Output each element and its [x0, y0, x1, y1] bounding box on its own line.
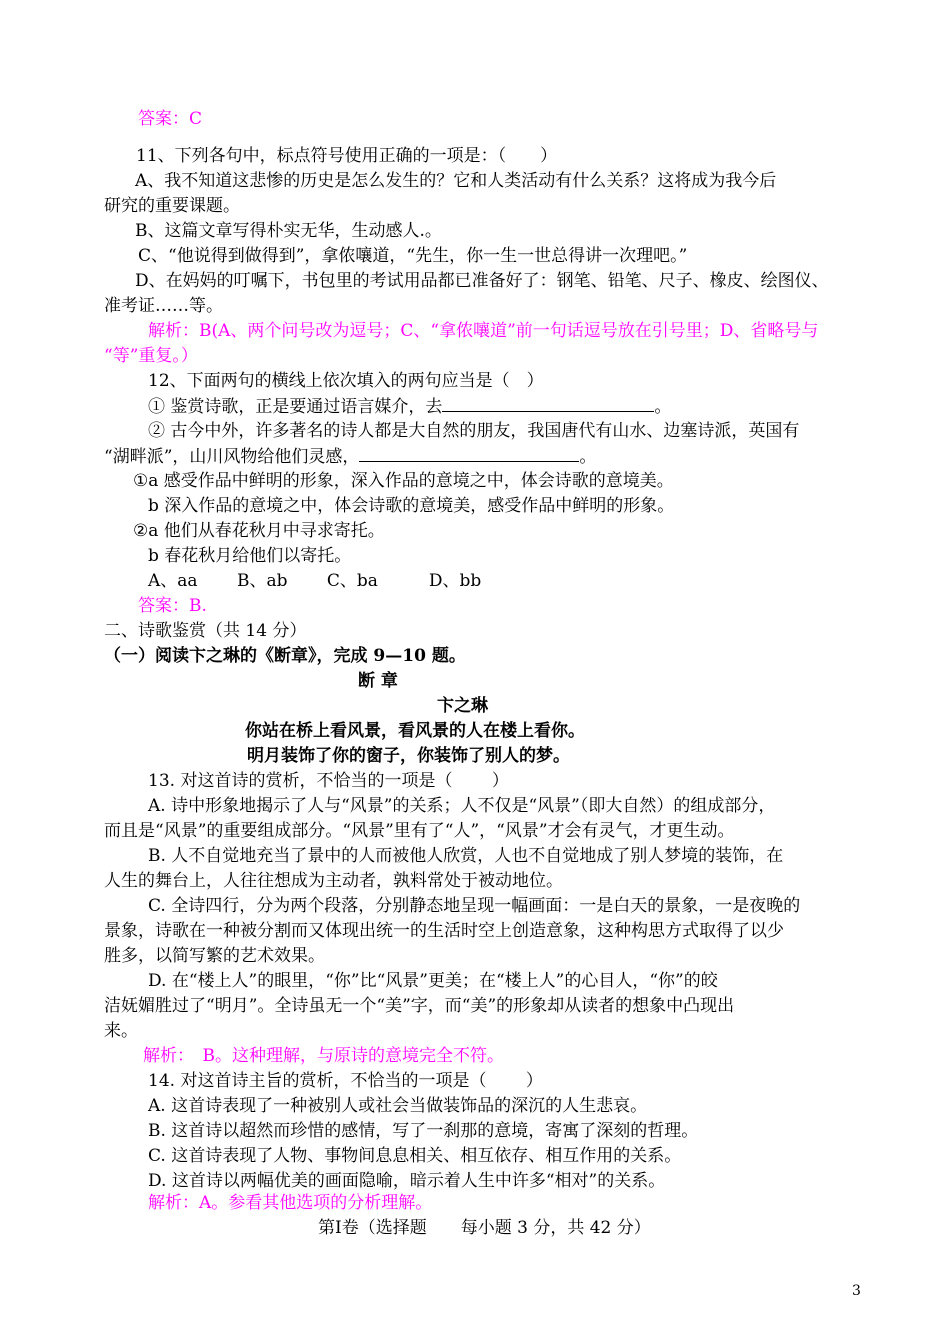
- text-line: [148, 795, 775, 817]
- line-text: 断 章: [358, 671, 398, 691]
- text-line: [104, 295, 223, 317]
- text-line: [148, 420, 799, 442]
- text-line: [247, 745, 570, 767]
- text-line: [104, 195, 240, 217]
- line-text: B. 人不自觉地充当了景中的人而被他人欣赏，人也不自觉地成了别人梦境的装饰，在: [148, 846, 784, 866]
- line-text: 第Ⅰ卷（选择题 每小题 3 分，共 42 分）: [318, 1218, 651, 1238]
- line-text: C. 全诗四行，分为两个段落，分别静态地呈现一幅画面：一是白天的景象，一是夜晚的: [148, 896, 801, 916]
- fill-in-blank: [442, 395, 654, 412]
- line-text: ②a 他们从春花秋月中寻求寄托。: [133, 521, 385, 541]
- text-line: [104, 920, 784, 942]
- line-text: C. 这首诗表现了人物、事物间息息相关、相互依存、相互作用的关系。: [148, 1146, 682, 1166]
- line-text: B. 这首诗以超然而珍惜的感情，写了一刹那的意境，寄寓了深刻的哲理。: [148, 1121, 699, 1141]
- line-text: 14. 对这首诗主旨的赏析，不恰当的一项是（ ）: [148, 1071, 543, 1091]
- page-number: 3: [852, 1283, 861, 1299]
- line-text: A. 这首诗表现了一种被别人或社会当做装饰品的深沉的人生悲哀。: [148, 1096, 648, 1116]
- text-line: [148, 1120, 698, 1142]
- text-line: [135, 270, 829, 292]
- text-line: [148, 845, 783, 867]
- text-line: [437, 695, 488, 717]
- text-line: [148, 545, 351, 567]
- line-text: C、“他说得到做得到”，拿侬嚷道，“先生，你一生一世总得讲一次理吧。”: [138, 246, 688, 266]
- text-line: [104, 1020, 138, 1042]
- text-line: [104, 445, 596, 467]
- text-line: [148, 370, 544, 392]
- line-text: “等”重复。）: [104, 346, 198, 366]
- line-text: 来。: [104, 1021, 138, 1041]
- text-line: [148, 570, 481, 592]
- line-text: 研究的重要课题。: [104, 196, 240, 216]
- line-text: 卞之琳: [437, 696, 488, 716]
- fill-in-blank: [359, 445, 579, 462]
- line-text: 12、下面两句的横线上依次填入的两句应当是（ ）: [148, 371, 544, 391]
- line-text: A、我不知道这悲惨的历史是怎么发生的？它和人类活动有什么关系？这将成为我今后: [135, 171, 777, 191]
- text-line: [148, 770, 509, 792]
- text-line: [148, 1070, 543, 1092]
- text-line: [143, 1045, 504, 1067]
- text-line: [318, 1217, 651, 1239]
- line-text: 解析：A。参看其他选项的分析理解。: [148, 1193, 433, 1213]
- line-text: b 春花秋月给他们以寄托。: [148, 546, 352, 566]
- line-text: ① 鉴赏诗歌，正是要通过语言媒介，去: [148, 397, 443, 417]
- text-line: [138, 108, 202, 130]
- line-text: 解析：B(A、两个问号改为逗号；C、“拿侬嚷道”前一句话逗号放在引号里；D、省略号与: [148, 321, 819, 341]
- line-text: B、这篇文章写得朴实无华，生动感人.。: [135, 221, 442, 241]
- line-text: （一）阅读卞之琳的《断章》，完成 9—10 题。: [104, 646, 466, 666]
- text-line: [135, 170, 776, 192]
- line-text: 人生的舞台上，人往往想成为主动者，孰料常处于被动地位。: [104, 871, 563, 891]
- line-text: 胜多，以简写繁的艺术效果。: [104, 946, 325, 966]
- line-text: 解析： B。这种理解，与原诗的意境完全不符。: [143, 1046, 504, 1066]
- text-line: [104, 820, 735, 842]
- line-text: A、aa B、ab C、ba D、bb: [148, 571, 482, 591]
- line-text: 洁妩媚胜过了“明月”。全诗虽无一个“美”字，而“美”的形象却从读者的想象中凸现出: [104, 996, 735, 1016]
- line-text: 11、下列各句中，标点符号使用正确的一项是：（ ）: [136, 146, 558, 166]
- text-line: [138, 595, 207, 617]
- text-line: [104, 345, 198, 367]
- line-text: “湖畔派”，山川风物给他们灵感，: [104, 447, 360, 467]
- line-text: ② 古今中外，许多著名的诗人都是大自然的朋友，我国唐代有山水、边塞诗派，英国有: [148, 421, 800, 441]
- text-line: [104, 995, 734, 1017]
- line-text: ①a 感受作品中鲜明的形象，深入作品的意境之中，体会诗歌的意境美。: [133, 471, 674, 491]
- text-line: [133, 470, 674, 492]
- line-text: 景象，诗歌在一种被分割而又体现出统一的生活时空上创造意象，这种构思方式取得了以少: [104, 921, 784, 941]
- text-line: [148, 1192, 432, 1214]
- text-line: [148, 1145, 681, 1167]
- line-text: D. 在“楼上人”的眼里，“你”比“风景”更美；在“楼上人”的心目人，“你”的皎: [148, 971, 718, 991]
- text-line: [135, 220, 442, 242]
- line-text: 你站在桥上看风景，看风景的人在楼上看你。: [245, 721, 585, 741]
- text-line: [148, 1095, 647, 1117]
- line-text: D. 这首诗以两幅优美的画面隐喻，暗示着人生中许多“相对”的关系。: [148, 1171, 666, 1191]
- line-text: 明月装饰了你的窗子，你装饰了别人的梦。: [247, 746, 570, 766]
- line-text: 准考证……等。: [104, 296, 223, 316]
- line-text: 13. 对这首诗的赏析，不恰当的一项是（ ）: [148, 771, 509, 791]
- text-line: [148, 320, 818, 342]
- text-line: [148, 495, 674, 517]
- line-text: 答案：B.: [138, 596, 207, 616]
- line-text: 而且是“风景”的重要组成部分。“风景”里有了“人”，“风景”才会有灵气，才更生动。: [104, 821, 735, 841]
- text-line: [133, 520, 385, 542]
- line-text: D、在妈妈的叮嘱下，书包里的考试用品都已准备好了：钢笔、铅笔、尺子、橡皮、绘图仪、: [135, 271, 829, 291]
- text-line: [358, 670, 398, 692]
- line-text: 答案：C: [138, 109, 203, 129]
- text-line: [104, 620, 306, 642]
- text-line: [104, 870, 563, 892]
- line-text-after-blank: 。: [654, 397, 672, 417]
- text-line: [104, 945, 325, 967]
- line-text: 二、诗歌鉴赏（共 14 分）: [104, 621, 307, 641]
- text-line: [138, 245, 687, 267]
- text-line: [245, 720, 585, 742]
- text-line: [148, 970, 718, 992]
- line-text: b 深入作品的意境之中，体会诗歌的意境美，感受作品中鲜明的形象。: [148, 496, 675, 516]
- text-line: [148, 1170, 665, 1192]
- text-line: [148, 895, 800, 917]
- line-text-after-blank: 。: [579, 447, 597, 467]
- text-line: [104, 645, 466, 667]
- line-text: A. 诗中形象地揭示了人与“风景”的关系；人不仅是“风景”（即大自然）的组成部分，: [148, 796, 776, 816]
- text-line: [136, 145, 557, 167]
- text-line: [148, 395, 671, 417]
